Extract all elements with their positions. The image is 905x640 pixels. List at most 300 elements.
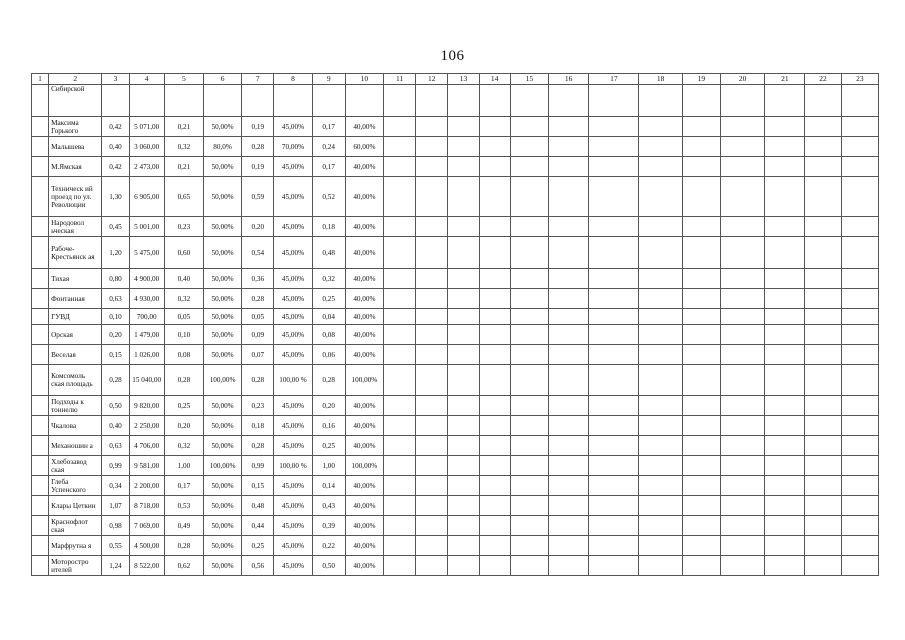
empty-cell xyxy=(682,556,720,576)
column-number: 21 xyxy=(765,74,805,85)
column-number: 3 xyxy=(102,74,129,85)
value-cell: 0,19 xyxy=(242,157,274,177)
value-cell: 50,00% xyxy=(203,536,241,556)
empty-cell xyxy=(682,536,720,556)
empty-cell xyxy=(416,325,448,345)
empty-cell xyxy=(448,137,479,157)
empty-cell xyxy=(510,289,548,309)
column-number: 15 xyxy=(510,74,548,85)
empty-cell xyxy=(32,536,49,556)
empty-cell xyxy=(510,416,548,436)
column-number: 19 xyxy=(682,74,720,85)
empty-cell xyxy=(765,157,805,177)
empty-cell xyxy=(548,345,588,365)
empty-cell xyxy=(416,436,448,456)
empty-cell xyxy=(765,309,805,325)
empty-cell xyxy=(841,476,878,496)
value-cell: 0,15 xyxy=(102,345,129,365)
empty-cell xyxy=(720,476,764,496)
empty-cell xyxy=(720,137,764,157)
empty-cell xyxy=(384,536,416,556)
empty-cell xyxy=(841,157,878,177)
empty-cell xyxy=(682,85,720,117)
empty-cell xyxy=(479,496,510,516)
street-name-cell: Сибирской xyxy=(49,85,102,117)
value-cell: 100,00 % xyxy=(274,365,312,396)
value-cell: 9 820,00 xyxy=(129,396,164,416)
empty-cell xyxy=(479,536,510,556)
empty-cell xyxy=(720,345,764,365)
empty-cell xyxy=(841,516,878,536)
empty-cell xyxy=(765,396,805,416)
value-cell: 0,44 xyxy=(242,516,274,536)
table-row xyxy=(32,365,879,396)
value-cell: 0,20 xyxy=(312,396,345,416)
empty-cell xyxy=(479,217,510,237)
street-name-cell: Комсомоль ская площадь xyxy=(49,365,102,396)
street-name-cell: Тихая xyxy=(49,269,102,289)
empty-cell xyxy=(448,536,479,556)
value-cell: 45,00% xyxy=(274,217,312,237)
value-cell: 40,00% xyxy=(345,217,383,237)
value-cell: 50,00% xyxy=(203,476,241,496)
empty-cell xyxy=(548,117,588,137)
empty-cell xyxy=(548,416,588,436)
value-cell: 0,54 xyxy=(242,237,274,269)
empty-cell xyxy=(479,177,510,217)
empty-cell xyxy=(448,416,479,436)
empty-cell xyxy=(720,496,764,516)
value-cell: 0,60 xyxy=(164,237,203,269)
empty-cell xyxy=(32,177,49,217)
empty-cell xyxy=(548,325,588,345)
value-cell: 0,10 xyxy=(102,309,129,325)
value-cell: 4 500,00 xyxy=(129,536,164,556)
value-cell: 100,00 % xyxy=(274,456,312,476)
value-cell: 0,34 xyxy=(102,476,129,496)
empty-cell xyxy=(384,496,416,516)
empty-cell xyxy=(682,416,720,436)
column-number: 6 xyxy=(203,74,241,85)
street-name-cell: Техническ ий проезд по ул. Революции xyxy=(49,177,102,217)
value-cell: 50,00% xyxy=(203,269,241,289)
value-cell: 0,99 xyxy=(102,456,129,476)
table-row xyxy=(32,177,879,217)
column-number: 7 xyxy=(242,74,274,85)
value-cell: 0,28 xyxy=(164,365,203,396)
empty-cell xyxy=(479,345,510,365)
value-cell: 40,00% xyxy=(345,309,383,325)
value-cell: 40,00% xyxy=(345,396,383,416)
empty-cell xyxy=(765,325,805,345)
empty-cell xyxy=(589,456,639,476)
empty-cell xyxy=(589,396,639,416)
empty-cell xyxy=(448,269,479,289)
street-name-cell: Максима Горького xyxy=(49,117,102,137)
empty-cell xyxy=(805,536,841,556)
value-cell: 50,00% xyxy=(203,309,241,325)
value-cell: 100,00% xyxy=(203,456,241,476)
empty-cell xyxy=(841,345,878,365)
value-cell: 2 200,00 xyxy=(129,476,164,496)
empty-cell xyxy=(589,516,639,536)
value-cell: 50,00% xyxy=(203,217,241,237)
empty-cell xyxy=(479,556,510,576)
empty-cell xyxy=(479,309,510,325)
header-row xyxy=(32,74,879,85)
empty-cell xyxy=(448,237,479,269)
value-cell: 50,00% xyxy=(203,117,241,137)
value-cell: 40,00% xyxy=(345,536,383,556)
value-cell: 7 069,00 xyxy=(129,516,164,536)
empty-cell xyxy=(805,496,841,516)
table-row xyxy=(32,269,879,289)
value-cell: 2 473,00 xyxy=(129,157,164,177)
value-cell: 0,40 xyxy=(102,416,129,436)
value-cell: 60,00% xyxy=(345,137,383,157)
value-cell: 50,00% xyxy=(203,289,241,309)
empty-cell xyxy=(589,556,639,576)
empty-cell xyxy=(589,536,639,556)
table-row xyxy=(32,85,879,117)
empty-cell xyxy=(448,365,479,396)
street-name-cell: Рабоче-Крестьянск ая xyxy=(49,237,102,269)
value-cell: 45,00% xyxy=(274,536,312,556)
column-number: 20 xyxy=(720,74,764,85)
value-cell: 0,28 xyxy=(164,536,203,556)
value-cell: 100,00% xyxy=(345,456,383,476)
value-cell: 0,05 xyxy=(164,309,203,325)
empty-cell xyxy=(479,85,510,117)
value-cell: 0,25 xyxy=(164,396,203,416)
value-cell: 50,00% xyxy=(203,516,241,536)
value-cell: 45,00% xyxy=(274,436,312,456)
value-cell xyxy=(102,85,129,117)
value-cell: 45,00% xyxy=(274,496,312,516)
empty-cell xyxy=(384,556,416,576)
empty-cell xyxy=(765,365,805,396)
street-name-cell: Малышева xyxy=(49,137,102,157)
empty-cell xyxy=(765,516,805,536)
value-cell: 3 060,00 xyxy=(129,137,164,157)
value-cell: 40,00% xyxy=(345,496,383,516)
empty-cell xyxy=(416,237,448,269)
empty-cell xyxy=(639,436,682,456)
empty-cell xyxy=(639,137,682,157)
empty-cell xyxy=(479,289,510,309)
value-cell: 40,00% xyxy=(345,345,383,365)
empty-cell xyxy=(479,365,510,396)
empty-cell xyxy=(384,157,416,177)
empty-cell xyxy=(682,456,720,476)
value-cell: 0,22 xyxy=(312,536,345,556)
value-cell: 8 718,00 xyxy=(129,496,164,516)
table-row xyxy=(32,289,879,309)
column-number: 4 xyxy=(129,74,164,85)
empty-cell xyxy=(479,325,510,345)
empty-cell xyxy=(805,137,841,157)
empty-cell xyxy=(32,345,49,365)
empty-cell xyxy=(32,309,49,325)
value-cell: 50,00% xyxy=(203,436,241,456)
empty-cell xyxy=(479,157,510,177)
empty-cell xyxy=(639,289,682,309)
empty-cell xyxy=(448,516,479,536)
column-number: 17 xyxy=(589,74,639,85)
empty-cell xyxy=(510,137,548,157)
empty-cell xyxy=(841,456,878,476)
value-cell: 45,00% xyxy=(274,289,312,309)
value-cell: 45,00% xyxy=(274,556,312,576)
value-cell: 0,16 xyxy=(312,416,345,436)
empty-cell xyxy=(384,325,416,345)
empty-cell xyxy=(548,476,588,496)
empty-cell xyxy=(548,536,588,556)
empty-cell xyxy=(384,365,416,396)
empty-cell xyxy=(448,456,479,476)
empty-cell xyxy=(384,309,416,325)
value-cell: 0,20 xyxy=(242,217,274,237)
empty-cell xyxy=(510,345,548,365)
empty-cell xyxy=(416,177,448,217)
empty-cell xyxy=(384,269,416,289)
empty-cell xyxy=(589,177,639,217)
empty-cell xyxy=(32,269,49,289)
column-number: 5 xyxy=(164,74,203,85)
value-cell xyxy=(312,85,345,117)
empty-cell xyxy=(548,289,588,309)
empty-cell xyxy=(639,117,682,137)
column-number: 8 xyxy=(274,74,312,85)
table-row xyxy=(32,117,879,137)
table-row xyxy=(32,556,879,576)
value-cell: 2 250,00 xyxy=(129,416,164,436)
empty-cell xyxy=(510,456,548,476)
empty-cell xyxy=(548,85,588,117)
empty-cell xyxy=(639,496,682,516)
empty-cell xyxy=(589,345,639,365)
value-cell: 50,00% xyxy=(203,157,241,177)
empty-cell xyxy=(416,117,448,137)
value-cell: 0,62 xyxy=(164,556,203,576)
empty-cell xyxy=(682,309,720,325)
value-cell: 0,20 xyxy=(164,416,203,436)
empty-cell xyxy=(682,436,720,456)
empty-cell xyxy=(639,237,682,269)
value-cell: 0,59 xyxy=(242,177,274,217)
value-cell: 0,20 xyxy=(102,325,129,345)
empty-cell xyxy=(32,325,49,345)
empty-cell xyxy=(639,345,682,365)
column-number: 9 xyxy=(312,74,345,85)
empty-cell xyxy=(682,289,720,309)
empty-cell xyxy=(639,177,682,217)
empty-cell xyxy=(639,325,682,345)
street-name-cell: Чкалова xyxy=(49,416,102,436)
value-cell: 0,52 xyxy=(312,177,345,217)
empty-cell xyxy=(720,85,764,117)
value-cell: 40,00% xyxy=(345,157,383,177)
empty-cell xyxy=(639,309,682,325)
empty-cell xyxy=(682,365,720,396)
value-cell: 100,00% xyxy=(345,365,383,396)
value-cell: 1,24 xyxy=(102,556,129,576)
empty-cell xyxy=(682,496,720,516)
empty-cell xyxy=(589,309,639,325)
value-cell: 0,06 xyxy=(312,345,345,365)
empty-cell xyxy=(841,237,878,269)
empty-cell xyxy=(765,456,805,476)
value-cell: 45,00% xyxy=(274,237,312,269)
empty-cell xyxy=(416,85,448,117)
empty-cell xyxy=(765,137,805,157)
value-cell: 0,19 xyxy=(242,117,274,137)
value-cell: 700,00 xyxy=(129,309,164,325)
value-cell: 40,00% xyxy=(345,237,383,269)
value-cell: 0,32 xyxy=(164,436,203,456)
empty-cell xyxy=(765,177,805,217)
empty-cell xyxy=(32,157,49,177)
empty-cell xyxy=(384,456,416,476)
value-cell: 0,23 xyxy=(164,217,203,237)
empty-cell xyxy=(510,217,548,237)
empty-cell xyxy=(548,237,588,269)
empty-cell xyxy=(765,436,805,456)
empty-cell xyxy=(639,456,682,476)
table-row xyxy=(32,309,879,325)
value-cell: 0,21 xyxy=(164,117,203,137)
empty-cell xyxy=(682,177,720,217)
empty-cell xyxy=(416,137,448,157)
empty-cell xyxy=(720,157,764,177)
value-cell: 0,32 xyxy=(312,269,345,289)
empty-cell xyxy=(805,117,841,137)
value-cell: 0,18 xyxy=(242,416,274,436)
empty-cell xyxy=(510,309,548,325)
value-cell: 0,40 xyxy=(164,269,203,289)
street-name-cell: Клары Цеткин xyxy=(49,496,102,516)
column-number: 10 xyxy=(345,74,383,85)
empty-cell xyxy=(720,269,764,289)
empty-cell xyxy=(416,536,448,556)
empty-cell xyxy=(416,496,448,516)
empty-cell xyxy=(841,217,878,237)
empty-cell xyxy=(32,85,49,117)
value-cell: 40,00% xyxy=(345,177,383,217)
empty-cell xyxy=(765,476,805,496)
value-cell: 0,48 xyxy=(242,496,274,516)
table-row xyxy=(32,416,879,436)
empty-cell xyxy=(765,217,805,237)
value-cell: 40,00% xyxy=(345,436,383,456)
value-cell: 0,32 xyxy=(164,289,203,309)
empty-cell xyxy=(416,556,448,576)
value-cell: 0,42 xyxy=(102,157,129,177)
empty-cell xyxy=(416,217,448,237)
value-cell: 0,99 xyxy=(242,456,274,476)
value-cell: 6 905,00 xyxy=(129,177,164,217)
value-cell: 100,00% xyxy=(203,365,241,396)
value-cell: 0,15 xyxy=(242,476,274,496)
empty-cell xyxy=(639,536,682,556)
empty-cell xyxy=(765,85,805,117)
empty-cell xyxy=(765,345,805,365)
empty-cell xyxy=(805,157,841,177)
value-cell: 0,25 xyxy=(242,536,274,556)
empty-cell xyxy=(682,137,720,157)
value-cell: 50,00% xyxy=(203,556,241,576)
value-cell: 4 930,00 xyxy=(129,289,164,309)
empty-cell xyxy=(720,416,764,436)
value-cell: 40,00% xyxy=(345,476,383,496)
empty-cell xyxy=(682,325,720,345)
empty-cell xyxy=(416,157,448,177)
value-cell: 0,07 xyxy=(242,345,274,365)
empty-cell xyxy=(384,436,416,456)
value-cell: 5 475,00 xyxy=(129,237,164,269)
empty-cell xyxy=(841,436,878,456)
empty-cell xyxy=(682,117,720,137)
table-row xyxy=(32,396,879,416)
table-row xyxy=(32,237,879,269)
empty-cell xyxy=(510,157,548,177)
column-number: 2 xyxy=(49,74,102,85)
value-cell: 0,53 xyxy=(164,496,203,516)
empty-cell xyxy=(384,217,416,237)
empty-cell xyxy=(805,416,841,436)
value-cell: 0,56 xyxy=(242,556,274,576)
value-cell xyxy=(274,85,312,117)
empty-cell xyxy=(479,137,510,157)
value-cell: 45,00% xyxy=(274,157,312,177)
empty-cell xyxy=(448,345,479,365)
value-cell: 50,00% xyxy=(203,396,241,416)
table-row xyxy=(32,157,879,177)
value-cell: 0,14 xyxy=(312,476,345,496)
empty-cell xyxy=(841,416,878,436)
empty-cell xyxy=(589,269,639,289)
empty-cell xyxy=(548,217,588,237)
empty-cell xyxy=(841,85,878,117)
empty-cell xyxy=(548,436,588,456)
empty-cell xyxy=(589,217,639,237)
empty-cell xyxy=(510,237,548,269)
empty-cell xyxy=(589,416,639,436)
value-cell: 0,28 xyxy=(242,137,274,157)
empty-cell xyxy=(841,396,878,416)
empty-cell xyxy=(682,476,720,496)
empty-cell xyxy=(448,85,479,117)
value-cell: 15 040,00 xyxy=(129,365,164,396)
street-name-cell: Марфрутна я xyxy=(49,536,102,556)
empty-cell xyxy=(720,396,764,416)
value-cell xyxy=(345,85,383,117)
street-name-cell: Механошин а xyxy=(49,436,102,456)
empty-cell xyxy=(416,516,448,536)
empty-cell xyxy=(765,496,805,516)
value-cell: 0,80 xyxy=(102,269,129,289)
value-cell: 70,00% xyxy=(274,137,312,157)
empty-cell xyxy=(805,177,841,217)
value-cell: 50,00% xyxy=(203,496,241,516)
empty-cell xyxy=(416,416,448,436)
empty-cell xyxy=(32,496,49,516)
empty-cell xyxy=(32,217,49,237)
empty-cell xyxy=(448,556,479,576)
empty-cell xyxy=(510,396,548,416)
empty-cell xyxy=(416,456,448,476)
column-number: 18 xyxy=(639,74,682,85)
